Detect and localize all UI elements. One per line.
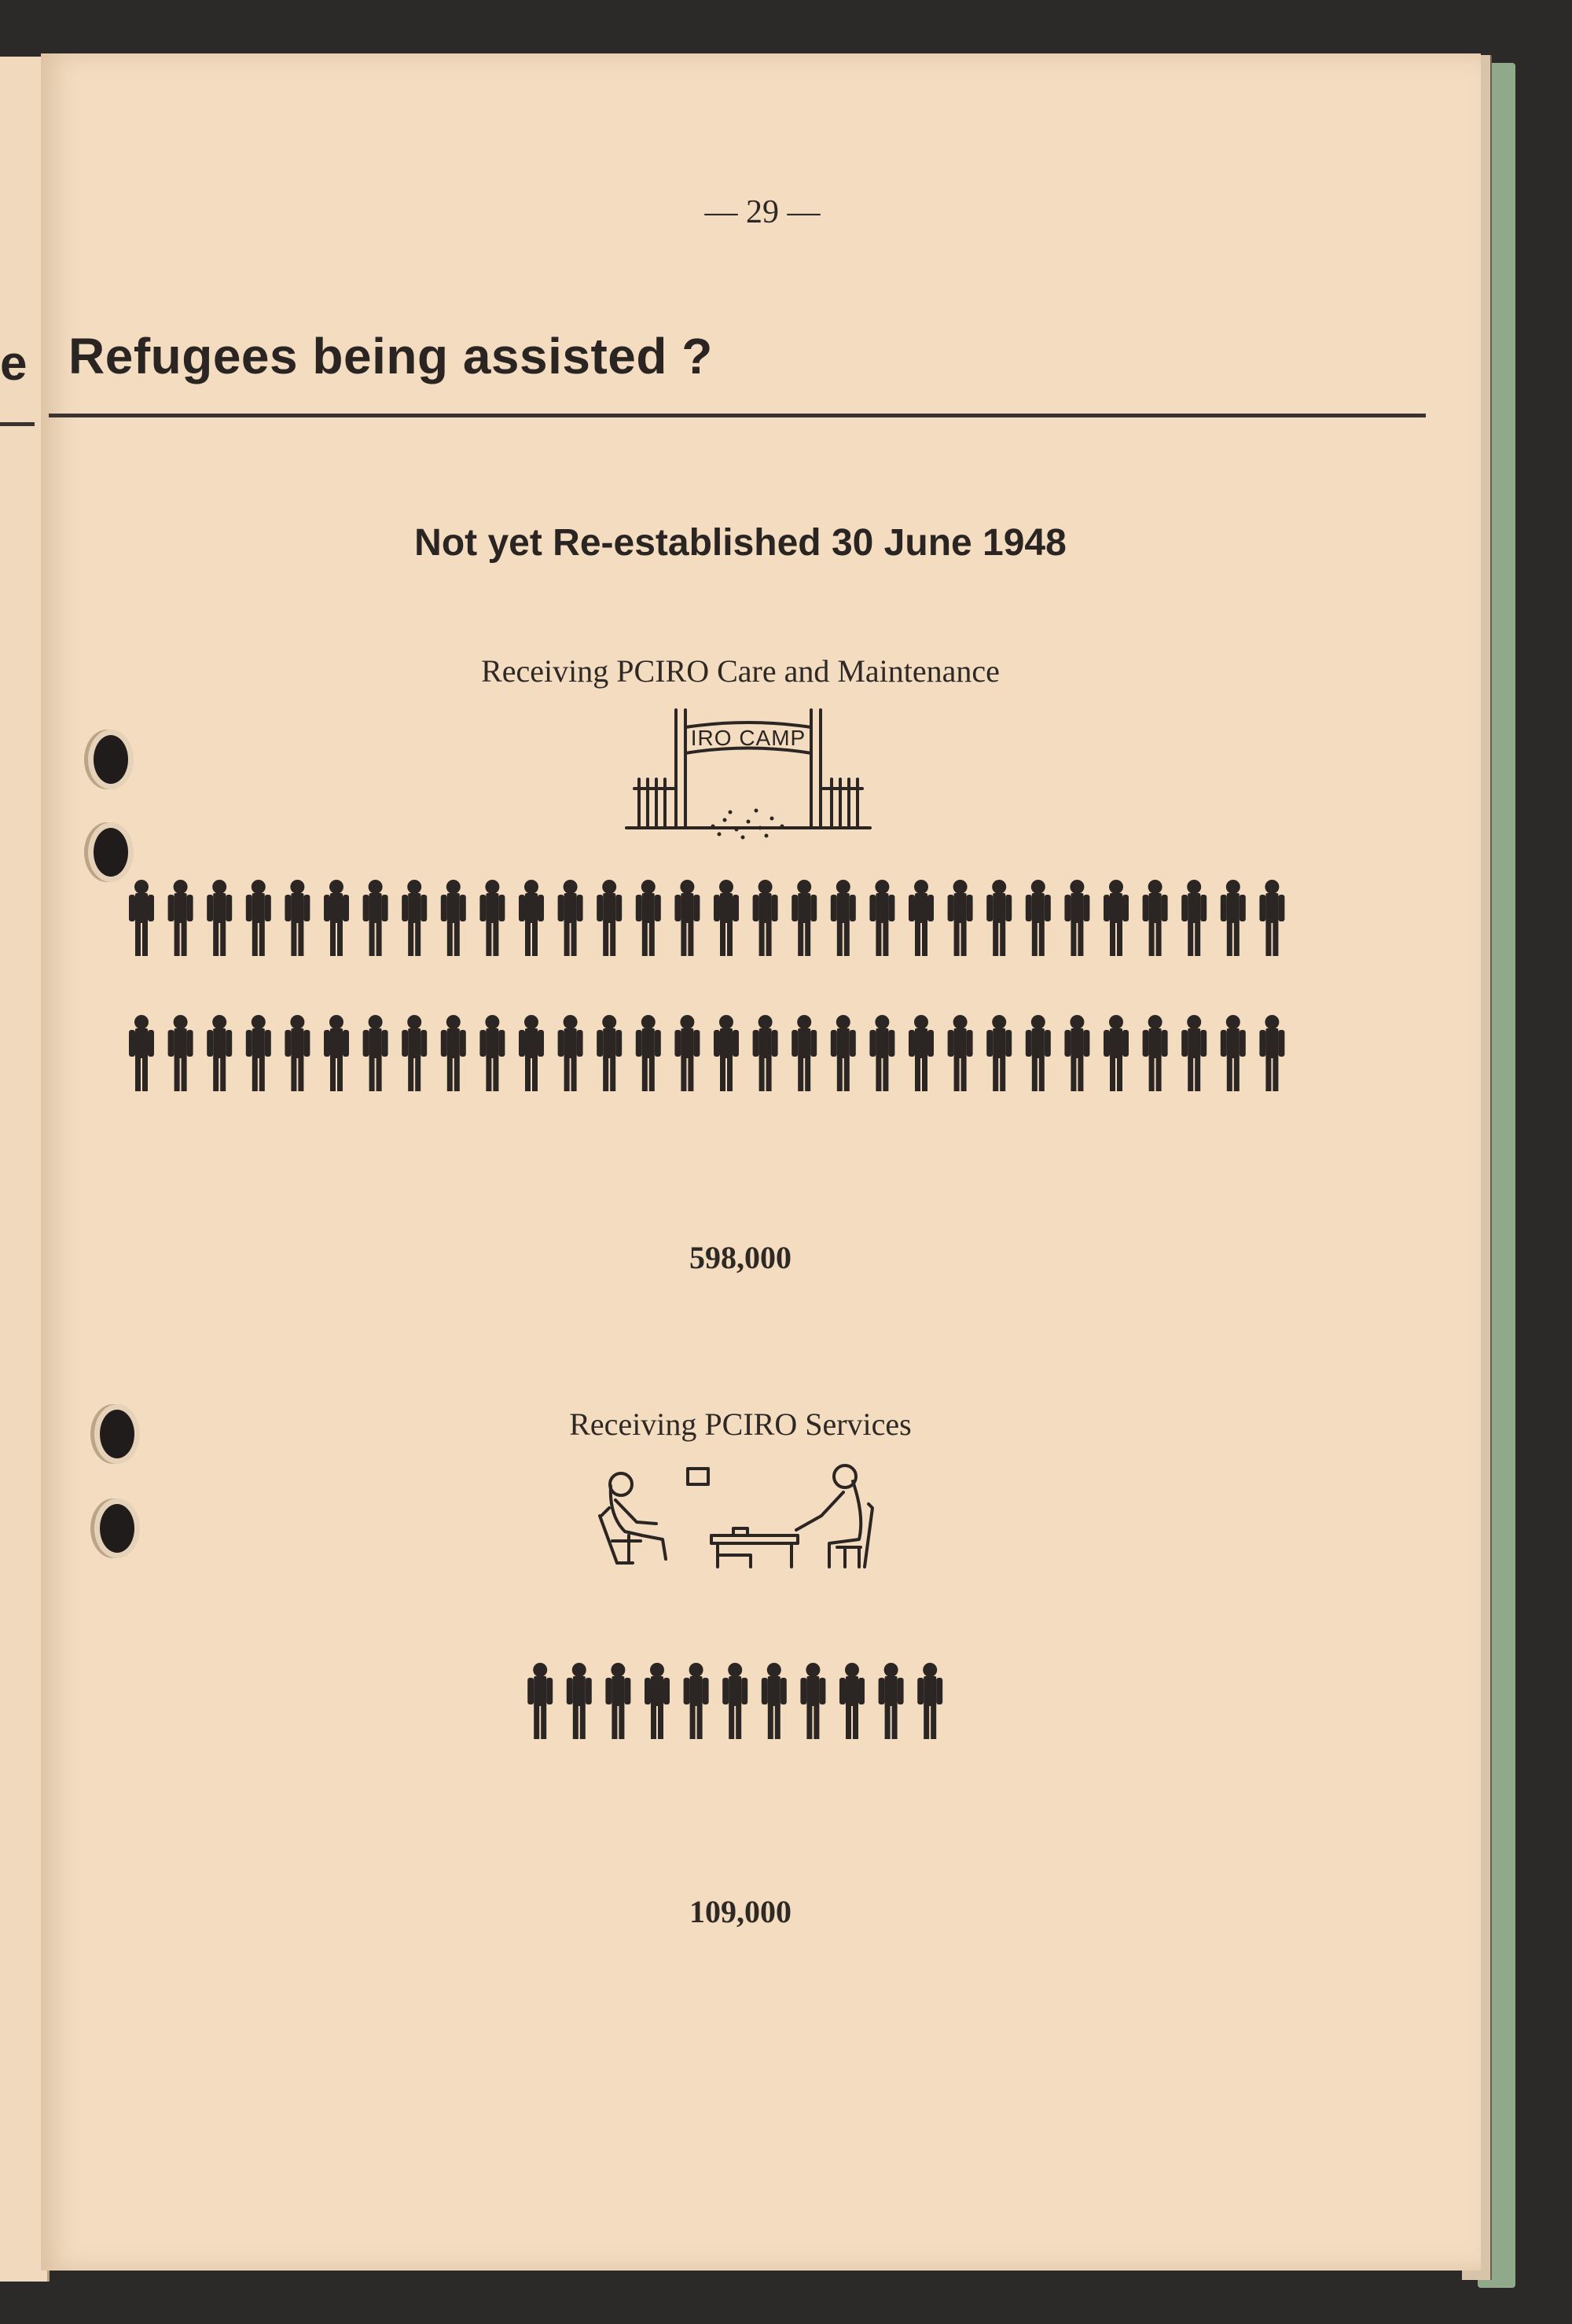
person-pictogram bbox=[839, 1663, 865, 1739]
person-pictogram bbox=[792, 1015, 817, 1091]
person-pictogram bbox=[285, 880, 310, 956]
person-pictogram bbox=[519, 1015, 544, 1091]
person-pictogram bbox=[1104, 880, 1129, 956]
page-number: — 29 — bbox=[704, 194, 821, 230]
person-pictogram bbox=[129, 1015, 154, 1091]
person-pictogram bbox=[1181, 880, 1207, 956]
person-pictogram bbox=[879, 1663, 904, 1739]
office-interview-illustration bbox=[600, 1465, 872, 1567]
section-title: Not yet Re-established 30 June 1948 bbox=[414, 522, 1067, 564]
person-pictogram bbox=[948, 1015, 973, 1091]
person-pictogram bbox=[527, 1663, 553, 1739]
person-pictogram bbox=[986, 880, 1012, 956]
person-pictogram bbox=[1181, 1015, 1207, 1091]
person-pictogram bbox=[722, 1663, 747, 1739]
facing-page-header-fragment: e bbox=[0, 336, 28, 391]
person-pictogram bbox=[1143, 1015, 1168, 1091]
person-pictogram bbox=[792, 880, 817, 956]
care-maintenance-total: 598,000 bbox=[689, 1240, 792, 1275]
person-pictogram bbox=[869, 1015, 894, 1091]
illustrations bbox=[41, 53, 1481, 2271]
person-pictogram bbox=[831, 880, 856, 956]
care-maintenance-pictogram-row-1 bbox=[129, 880, 1284, 956]
person-pictogram bbox=[684, 1663, 709, 1739]
person-pictogram bbox=[363, 1015, 388, 1091]
person-pictogram bbox=[909, 1015, 934, 1091]
person-pictogram bbox=[246, 880, 271, 956]
person-pictogram bbox=[558, 880, 583, 956]
page-header: Refugees being assisted ? bbox=[68, 328, 713, 384]
person-pictogram bbox=[831, 1015, 856, 1091]
person-pictogram bbox=[714, 1015, 739, 1091]
person-pictogram bbox=[441, 880, 466, 956]
person-pictogram bbox=[674, 1015, 700, 1091]
person-pictogram bbox=[479, 1015, 505, 1091]
person-pictogram bbox=[762, 1663, 787, 1739]
person-pictogram bbox=[402, 880, 427, 956]
person-pictogram bbox=[636, 880, 661, 956]
person-pictogram bbox=[986, 1015, 1012, 1091]
person-pictogram bbox=[1259, 880, 1284, 956]
services-caption: Receiving PCIRO Services bbox=[569, 1407, 912, 1442]
facing-page-rule bbox=[0, 422, 35, 426]
person-pictogram bbox=[597, 880, 622, 956]
person-pictogram bbox=[363, 880, 388, 956]
person-pictogram bbox=[753, 880, 778, 956]
camp-gate-illustration bbox=[626, 710, 870, 840]
person-pictogram bbox=[441, 1015, 466, 1091]
person-pictogram bbox=[324, 1015, 349, 1091]
person-pictogram bbox=[519, 880, 544, 956]
person-pictogram bbox=[479, 880, 505, 956]
person-pictogram bbox=[909, 880, 934, 956]
person-pictogram bbox=[168, 1015, 193, 1091]
person-pictogram bbox=[645, 1663, 670, 1739]
person-pictogram bbox=[207, 880, 232, 956]
care-maintenance-pictogram-row-2 bbox=[129, 1015, 1284, 1091]
person-pictogram bbox=[869, 880, 894, 956]
person-pictogram bbox=[636, 1015, 661, 1091]
person-pictogram bbox=[714, 880, 739, 956]
person-pictogram bbox=[558, 1015, 583, 1091]
services-pictogram-row bbox=[527, 1663, 942, 1739]
person-pictogram bbox=[917, 1663, 942, 1739]
person-pictogram bbox=[753, 1015, 778, 1091]
person-pictogram bbox=[567, 1663, 592, 1739]
care-maintenance-caption: Receiving PCIRO Care and Maintenance bbox=[481, 653, 1000, 689]
person-pictogram bbox=[674, 880, 700, 956]
person-pictogram bbox=[1143, 880, 1168, 956]
person-pictogram bbox=[1026, 1015, 1051, 1091]
person-pictogram bbox=[1104, 1015, 1129, 1091]
services-total: 109,000 bbox=[689, 1894, 792, 1929]
person-pictogram bbox=[324, 880, 349, 956]
person-pictogram bbox=[129, 880, 154, 956]
person-pictogram bbox=[246, 1015, 271, 1091]
person-pictogram bbox=[285, 1015, 310, 1091]
person-pictogram bbox=[1221, 1015, 1246, 1091]
person-pictogram bbox=[948, 880, 973, 956]
person-pictogram bbox=[402, 1015, 427, 1091]
person-pictogram bbox=[597, 1015, 622, 1091]
person-pictogram bbox=[207, 1015, 232, 1091]
person-pictogram bbox=[168, 880, 193, 956]
camp-sign-text: IRO CAMP bbox=[690, 726, 806, 750]
person-pictogram bbox=[1026, 880, 1051, 956]
person-pictogram bbox=[605, 1663, 630, 1739]
person-pictogram bbox=[1064, 1015, 1089, 1091]
page bbox=[41, 53, 1481, 2271]
person-pictogram bbox=[800, 1663, 825, 1739]
person-pictogram bbox=[1259, 1015, 1284, 1091]
person-pictogram bbox=[1221, 880, 1246, 956]
person-pictogram bbox=[1064, 880, 1089, 956]
